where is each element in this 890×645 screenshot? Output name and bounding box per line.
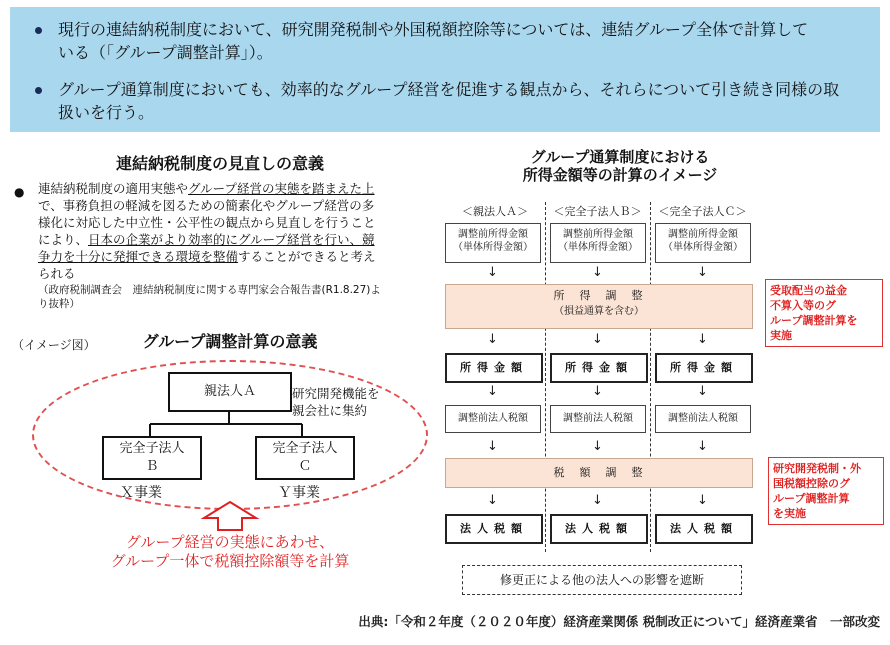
down-arrow-icon: ↓ xyxy=(487,332,498,347)
pre-tax-label: 調整前法人税額 xyxy=(458,413,528,424)
pre-income-label: 調整前所得金額 xyxy=(458,229,528,240)
note-line: を実施 xyxy=(773,507,806,520)
child-b-letter: Ｂ xyxy=(145,459,159,474)
rd-note xyxy=(292,385,380,419)
pre-income-label: 調整前所得金額 xyxy=(668,229,738,240)
image-label: （イメージ図） xyxy=(12,338,96,352)
down-arrow-icon: ↓ xyxy=(592,332,603,347)
down-arrow-icon: ↓ xyxy=(697,265,708,280)
down-arrow-icon: ↓ xyxy=(487,493,498,508)
business-y: Ｙ事業 xyxy=(278,485,320,501)
pre-tax-box-a xyxy=(445,405,541,433)
col-header-child-b: ＜完全子法人Ｂ＞ xyxy=(553,205,642,218)
note-line: 受取配当の益金 xyxy=(770,284,847,297)
col-header-parent: ＜親法人Ａ＞ xyxy=(462,205,528,218)
para-underline: グループ経営の実態を踏まえた上 xyxy=(188,181,375,196)
note-line: 実施 xyxy=(770,329,792,342)
pre-income-box-c xyxy=(655,223,751,263)
income-box-b xyxy=(550,353,648,383)
tax-box-b xyxy=(550,514,648,544)
down-arrow-icon: ↓ xyxy=(697,439,708,454)
child-c-box xyxy=(255,436,355,480)
para-text: することができると考え xyxy=(238,249,376,264)
income-adjustment-sub: （損益通算を含む） xyxy=(554,306,644,317)
up-arrow-icon xyxy=(200,500,260,532)
child-c-letter: Ｃ xyxy=(298,459,312,474)
group-calc-line: グループ一体で税額控除額等を計算 xyxy=(110,552,350,570)
banner-item-2-line1: グループ通算制度においても、効率的なグループ経営を促進する観点から、それらについて引き続き同様の取 xyxy=(58,80,840,99)
rd-note-line: 親会社に集約 xyxy=(292,403,368,418)
down-arrow-icon: ↓ xyxy=(487,439,498,454)
left-title-1: 連結納税制度の見直しの意義 xyxy=(115,154,324,173)
note-line: 不算入等のグ xyxy=(770,299,836,312)
tax-adjustment-band xyxy=(445,458,753,488)
down-arrow-icon: ↓ xyxy=(487,265,498,280)
column-separator xyxy=(650,202,651,552)
parent-company-label: 親法人Ａ xyxy=(203,384,256,399)
source-credit: 出典:「令和２年度（２０２０年度）経済産業関係 税制改正について」経済産業省 一部改変 xyxy=(358,614,880,629)
column-separator xyxy=(545,202,546,552)
down-arrow-icon: ↓ xyxy=(592,493,603,508)
tax-label: 法人税額 xyxy=(460,522,528,535)
para-line: られる xyxy=(38,266,76,281)
banner-item-1-line2: いる（「グループ調整計算」）。 xyxy=(58,43,273,62)
source-quote-line: （政府税制調査会 連結納税制度に関する専門家会合報告書(R1.8.27)よ xyxy=(38,284,381,296)
child-c-label: 完全子法人 xyxy=(272,441,338,456)
pre-tax-box-c xyxy=(655,405,751,433)
income-label: 所得金額 xyxy=(670,361,738,374)
source-quote-line: り抜粋） xyxy=(38,298,80,310)
group-calc-line: グループ経営の実態にあわせ、 xyxy=(125,533,335,551)
pre-income-box-a xyxy=(445,223,541,263)
para-line: で、事務負担の軽減を図るための簡素化やグループ経営の多 xyxy=(38,198,375,213)
income-adjustment-band xyxy=(445,284,753,329)
banner-item-1-line1: 現行の連結納税制度において、研究開発税制や外国税額控除等については、連結グループ全体で計算して xyxy=(58,20,809,39)
correction-isolation-note: 修更正による他の法人への影響を遮断 xyxy=(462,565,742,595)
para-line: 様化に対応した中立性・公平性の観点から見直しを行うこと xyxy=(38,215,376,230)
down-arrow-icon: ↓ xyxy=(697,332,708,347)
tax-box-c xyxy=(655,514,753,544)
pre-income-sub: （単体所得金額） xyxy=(663,242,743,253)
note-rd-credit-adjustment xyxy=(768,457,884,525)
down-arrow-icon: ↓ xyxy=(697,493,708,508)
rd-note-line: 研究開発機能を xyxy=(292,386,380,401)
bullet-icon: ● xyxy=(14,185,25,199)
business-x: Ｘ事業 xyxy=(120,485,162,501)
pre-tax-label: 調整前法人税額 xyxy=(563,413,633,424)
para-underline: 争力を十分に発揮できる環境を整備 xyxy=(38,249,239,264)
note-line: 国税額控除のグ xyxy=(773,477,850,490)
left-title-2: グループ調整計算の意義 xyxy=(142,332,318,351)
down-arrow-icon: ↓ xyxy=(697,384,708,399)
child-b-box xyxy=(102,436,202,480)
note-line: ループ調整計算 xyxy=(773,492,850,505)
income-adjustment-label: 所 得 調 整 xyxy=(553,289,645,302)
right-title-line: 所得金額等の計算のイメージ xyxy=(522,166,718,184)
down-arrow-icon: ↓ xyxy=(592,384,603,399)
para-text: 連結納税制度の適用実態や xyxy=(38,181,189,196)
note-dividend-adjustment xyxy=(765,279,883,347)
para-underline: 日本の企業がより効率的にグループ経営を行い、競 xyxy=(88,232,375,247)
org-connectors xyxy=(0,0,450,520)
tax-box-a xyxy=(445,514,543,544)
pre-income-label: 調整前所得金額 xyxy=(563,229,633,240)
income-label: 所得金額 xyxy=(460,361,528,374)
pre-income-sub: （単体所得金額） xyxy=(453,242,533,253)
pre-tax-label: 調整前法人税額 xyxy=(668,413,738,424)
tax-adjustment-label: 税 額 調 整 xyxy=(553,466,645,479)
tax-label: 法人税額 xyxy=(565,522,633,535)
tax-label: 法人税額 xyxy=(670,522,738,535)
col-header-child-c: ＜完全子法人Ｃ＞ xyxy=(658,205,747,218)
pre-tax-box-b xyxy=(550,405,646,433)
down-arrow-icon: ↓ xyxy=(592,265,603,280)
down-arrow-icon: ↓ xyxy=(592,439,603,454)
group-calc-statement xyxy=(60,533,400,571)
note-line: ループ調整計算を xyxy=(770,314,858,327)
income-label: 所得金額 xyxy=(565,361,633,374)
income-box-a xyxy=(445,353,543,383)
banner-item-2-line2: 扱いを行う。 xyxy=(58,103,155,122)
right-title xyxy=(470,148,770,184)
child-b-label: 完全子法人 xyxy=(119,441,185,456)
down-arrow-icon: ↓ xyxy=(487,384,498,399)
pre-income-sub: （単体所得金額） xyxy=(558,242,638,253)
pre-income-box-b xyxy=(550,223,646,263)
para-text: により、 xyxy=(38,232,89,247)
note-line: 研究開発税制・外 xyxy=(773,462,861,475)
right-title-line: グループ通算制度における xyxy=(530,148,710,166)
parent-company-box xyxy=(168,372,292,412)
income-box-c xyxy=(655,353,753,383)
